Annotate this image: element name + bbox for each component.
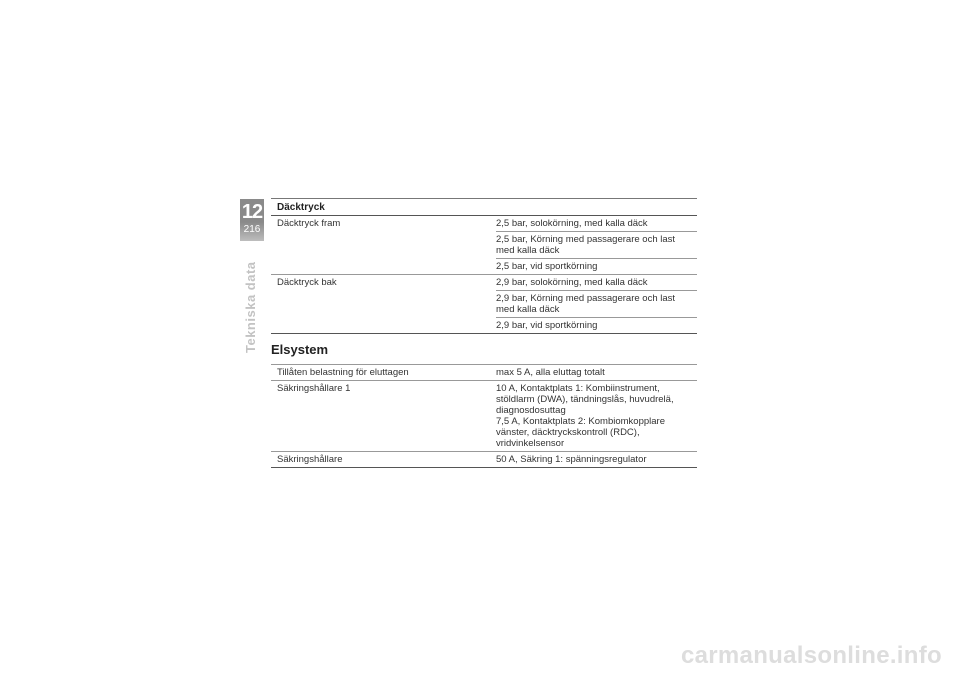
table-row	[271, 317, 697, 334]
row-label	[271, 290, 496, 317]
row-value-group	[496, 381, 697, 451]
table-row	[271, 274, 697, 290]
row-label	[271, 317, 496, 333]
row-value: 50 A, Säkring 1: spänningsregulator	[496, 454, 647, 465]
table-row	[271, 231, 697, 258]
spec-content	[271, 198, 697, 468]
table-row	[271, 364, 697, 380]
chapter-title: Tekniska data	[243, 261, 258, 353]
row-label: Säkringshållare 1	[277, 383, 351, 394]
tire-pressure-heading: Däcktryck	[271, 199, 697, 216]
row-value: 7,5 A, Kontaktplats 2: Kombiomkopplare vänster, däcktryckskontroll (RDC), vridvinkelsensor	[496, 416, 665, 449]
page-number: 216	[243, 224, 261, 235]
row-value: 2,9 bar, vid sportkörning	[496, 317, 697, 333]
table-row	[271, 380, 697, 451]
row-value: 2,5 bar, vid sportkörning	[496, 258, 697, 274]
row-value: 2,9 bar, solokörning, med kalla däck	[496, 277, 648, 288]
row-value: max 5 A, alla eluttag totalt	[496, 367, 605, 378]
table-row	[271, 258, 697, 274]
chapter-number: 12	[241, 201, 263, 223]
row-label: Tillåten belastning för eluttagen	[277, 367, 409, 378]
electrical-heading: Elsystem	[271, 342, 329, 357]
watermark: carmanualsonline.info	[680, 642, 942, 669]
row-label: Däcktryck fram	[277, 218, 341, 229]
row-label: Däcktryck bak	[277, 277, 337, 288]
table-row	[271, 451, 697, 468]
table-row	[271, 290, 697, 317]
row-value: 2,9 bar, Körning med passagerare och last med kalla däck	[496, 290, 697, 317]
row-label	[271, 258, 496, 274]
row-label	[271, 231, 496, 258]
chapter-tab	[240, 199, 264, 241]
table-row	[271, 216, 697, 231]
row-value: 10 A, Kontaktplats 1: Kombiinstrument, stöldlarm (DWA), tändningslås, huvudrelä, diagnosdosuttag	[496, 383, 674, 416]
row-value: 2,5 bar, solokörning, med kalla däck	[496, 218, 648, 229]
row-value: 2,5 bar, Körning med passagerare och last med kalla däck	[496, 231, 697, 258]
row-label: Säkringshållare	[277, 454, 343, 465]
